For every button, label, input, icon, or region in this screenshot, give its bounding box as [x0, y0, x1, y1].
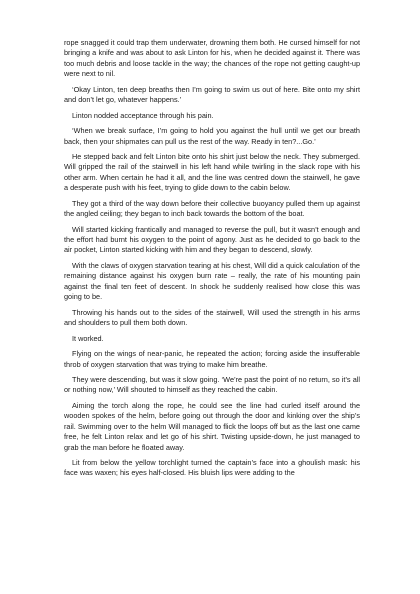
- paragraph: ‘When we break surface, I’m going to hold you against the hull until we get our breath back, then your shipmates can pull us the rest of the way. Ready in ten?...Go.’: [64, 126, 360, 146]
- paragraph: With the claws of oxygen starvation tearing at his chest, Will did a quick calculation of the remaining distance against his oxygen burn rate – really, the rate of his mounting pain against the final ten feet of descent. In shock he suddenly realised how close this was going to be.: [64, 260, 360, 302]
- book-page-text: [64, 38, 360, 484]
- paragraph: Flying on the wings of near-panic, he repeated the action; forcing aside the insufferable throb of oxygen starvation that was trying to make him breathe.: [64, 349, 360, 369]
- paragraph: Linton nodded acceptance through his pain.: [72, 110, 214, 120]
- paragraph: Throwing his hands out to the sides of the stairwell, Will used the strength in his arms and shoulders to pull them both down.: [64, 307, 360, 328]
- paragraph: Aiming the torch along the rope, he could see the line had curled itself around the wooden spokes of the helm, before going out through the door and kinking over the ship’s rail. Swimming over to the helm Will managed to flick the loops off but as the last one came free, he felt Linton relax and let go of his shirt. Twisting upside-down, he just managed to grab the man before he floated away.: [64, 400, 360, 452]
- paragraph: He stepped back and felt Linton bite onto his shirt just below the neck. They submerged. Will gripped the rail of the stairwell in his left hand while twirling in the slack rope with his other arm. When certain he had it all, and the line was centred down the stairwell, he gave a desperate push with his feet, trying to glide down to the cabin below.: [64, 152, 360, 193]
- paragraph: Lit from below the yellow torchlight turned the captain’s face into a ghoulish mask: his face was waxen; his eyes half-closed. His bluish lips were adding to the: [64, 458, 360, 478]
- paragraph: Will started kicking frantically and managed to reverse the pull, but it wasn’t enough and the effort had burnt his oxygen to the point of agony. Just as he decided to go back to the air pocket, Linton started kicking with him and they began to descend, slowly.: [64, 224, 360, 255]
- paragraph: ‘Okay Linton, ten deep breaths then I’m going to swim us out of here. Bite onto my shirt and don’t let go, whatever happens.’: [64, 84, 360, 105]
- paragraph: It worked.: [72, 333, 104, 343]
- paragraph: rope snagged it could trap them underwater, drowning them both. He cursed himself for not bringing a knife and was about to ask Linton for his, when he decided against it. There was too much debris and loose tackle in the way; the chances of the rope not getting caught-up were next to nil.: [64, 38, 360, 79]
- paragraph: They were descending, but was it slow going. ‘We’re past the point of no return, so it’s all or nothing now,’ Will shouted to himself as they reached the cabin.: [64, 375, 360, 395]
- paragraph: They got a third of the way down before their collective buoyancy pulled them up against the angled ceiling; they began to inch back towards the bottom of the boat.: [64, 198, 360, 219]
